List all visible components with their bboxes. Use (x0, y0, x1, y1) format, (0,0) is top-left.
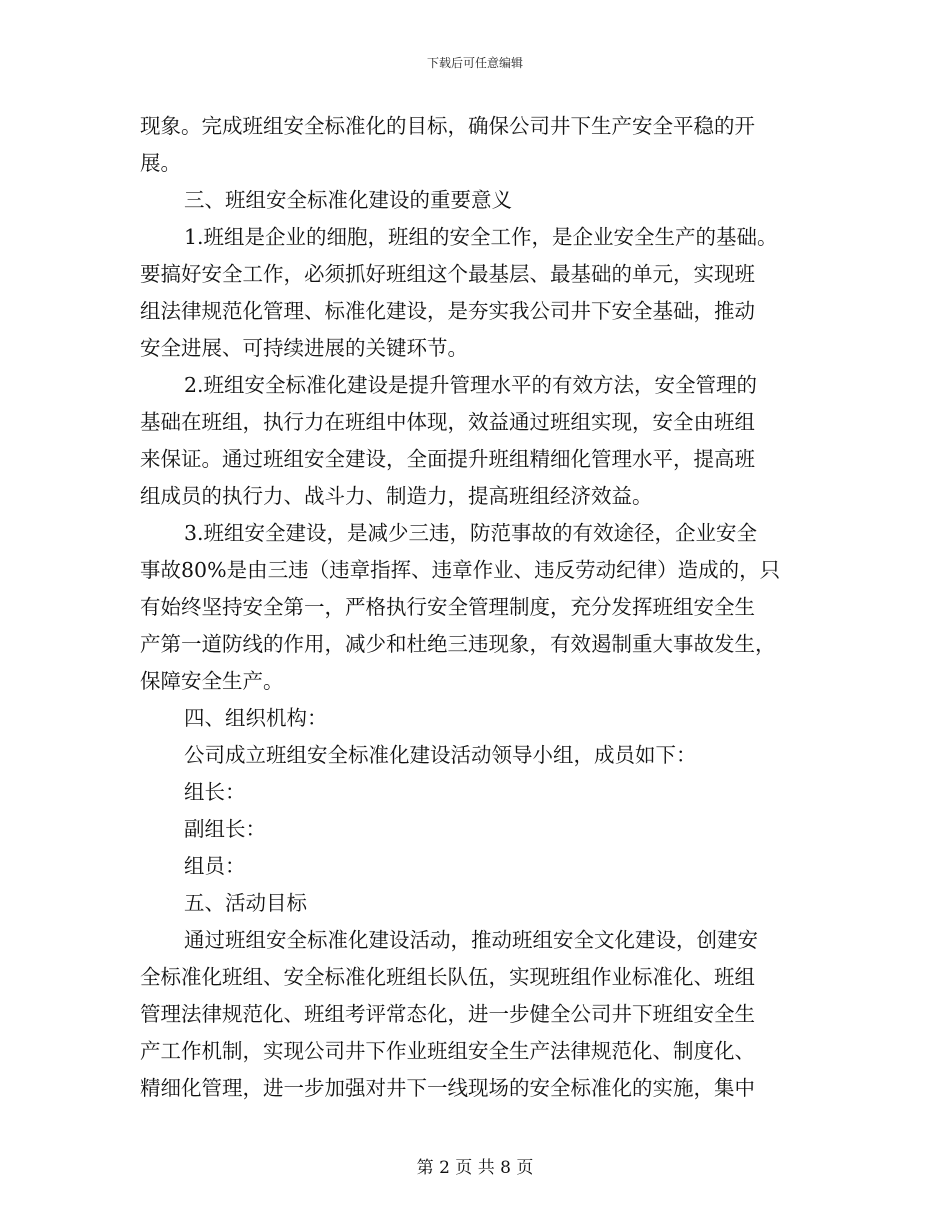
text-line: 组成员的执行力、战斗力、制造力，提高班组经济效益。 (140, 484, 653, 508)
page-header: 下载后可任意编辑 (426, 56, 523, 70)
text-line: 展。 (140, 151, 181, 175)
text-line: 三、班组安全标准化建设的重要意义 (184, 188, 512, 212)
text-line: 组员： (184, 854, 246, 878)
text-line: 保障安全生产。 (140, 669, 284, 693)
text-line: 副组长： (184, 817, 266, 841)
text-line: 产工作机制，实现公司井下作业班组安全生产法律规范化、制度化、 (140, 1039, 755, 1063)
text-line: 3.班组安全建设，是减少三违，防范事故的有效途径，企业安全 (184, 521, 758, 545)
text-line: 四、组织机构： (184, 706, 328, 730)
text-line: 精细化管理，进一步加强对井下一线现场的安全标准化的实施，集中 (140, 1076, 755, 1100)
text-line: 组法律规范化管理、标准化建设，是夯实我公司井下安全基础，推动 (140, 299, 755, 323)
text-line: 五、活动目标 (184, 891, 307, 915)
text-line: 全标准化班组、安全标准化班组长队伍，实现班组作业标准化、班组 (140, 965, 755, 989)
text-line: 基础在班组，执行力在班组中体现，效益通过班组实现，安全由班组 (140, 410, 755, 434)
text-line: 1.班组是企业的细胞，班组的安全工作，是企业安全生产的基础。 (184, 225, 778, 249)
text-line: 公司成立班组安全标准化建设活动领导小组，成员如下： (184, 743, 697, 767)
text-line: 管理法律规范化、班组考评常态化，进一步健全公司井下班组安全生 (140, 1002, 755, 1026)
page-number: 第 2 页 共 8 页 (416, 1158, 534, 1178)
text-line: 安全进展、可持续进展的关键环节。 (140, 336, 468, 360)
text-line: 组长： (184, 780, 246, 804)
text-line: 现象。完成班组安全标准化的目标，确保公司井下生产安全平稳的开 (140, 114, 755, 138)
text-line: 通过班组安全标准化建设活动，推动班组安全文化建设，创建安 (184, 928, 758, 952)
text-line: 来保证。通过班组安全建设，全面提升班组精细化管理水平，提高班 (140, 447, 755, 471)
text-line: 要搞好安全工作，必须抓好班组这个最基层、最基础的单元，实现班 (140, 262, 755, 286)
text-line: 产第一道防线的作用，减少和杜绝三违现象，有效遏制重大事故发生， (140, 632, 776, 656)
document-body (140, 108, 812, 1107)
text-line: 2.班组安全标准化建设是提升管理水平的有效方法，安全管理的 (184, 373, 758, 397)
text-line: 事故80%是由三违（违章指挥、违章作业、违反劳动纪律）造成的，只 (140, 558, 781, 582)
text-line: 有始终坚持安全第一，严格执行安全管理制度，充分发挥班组安全生 (140, 595, 755, 619)
